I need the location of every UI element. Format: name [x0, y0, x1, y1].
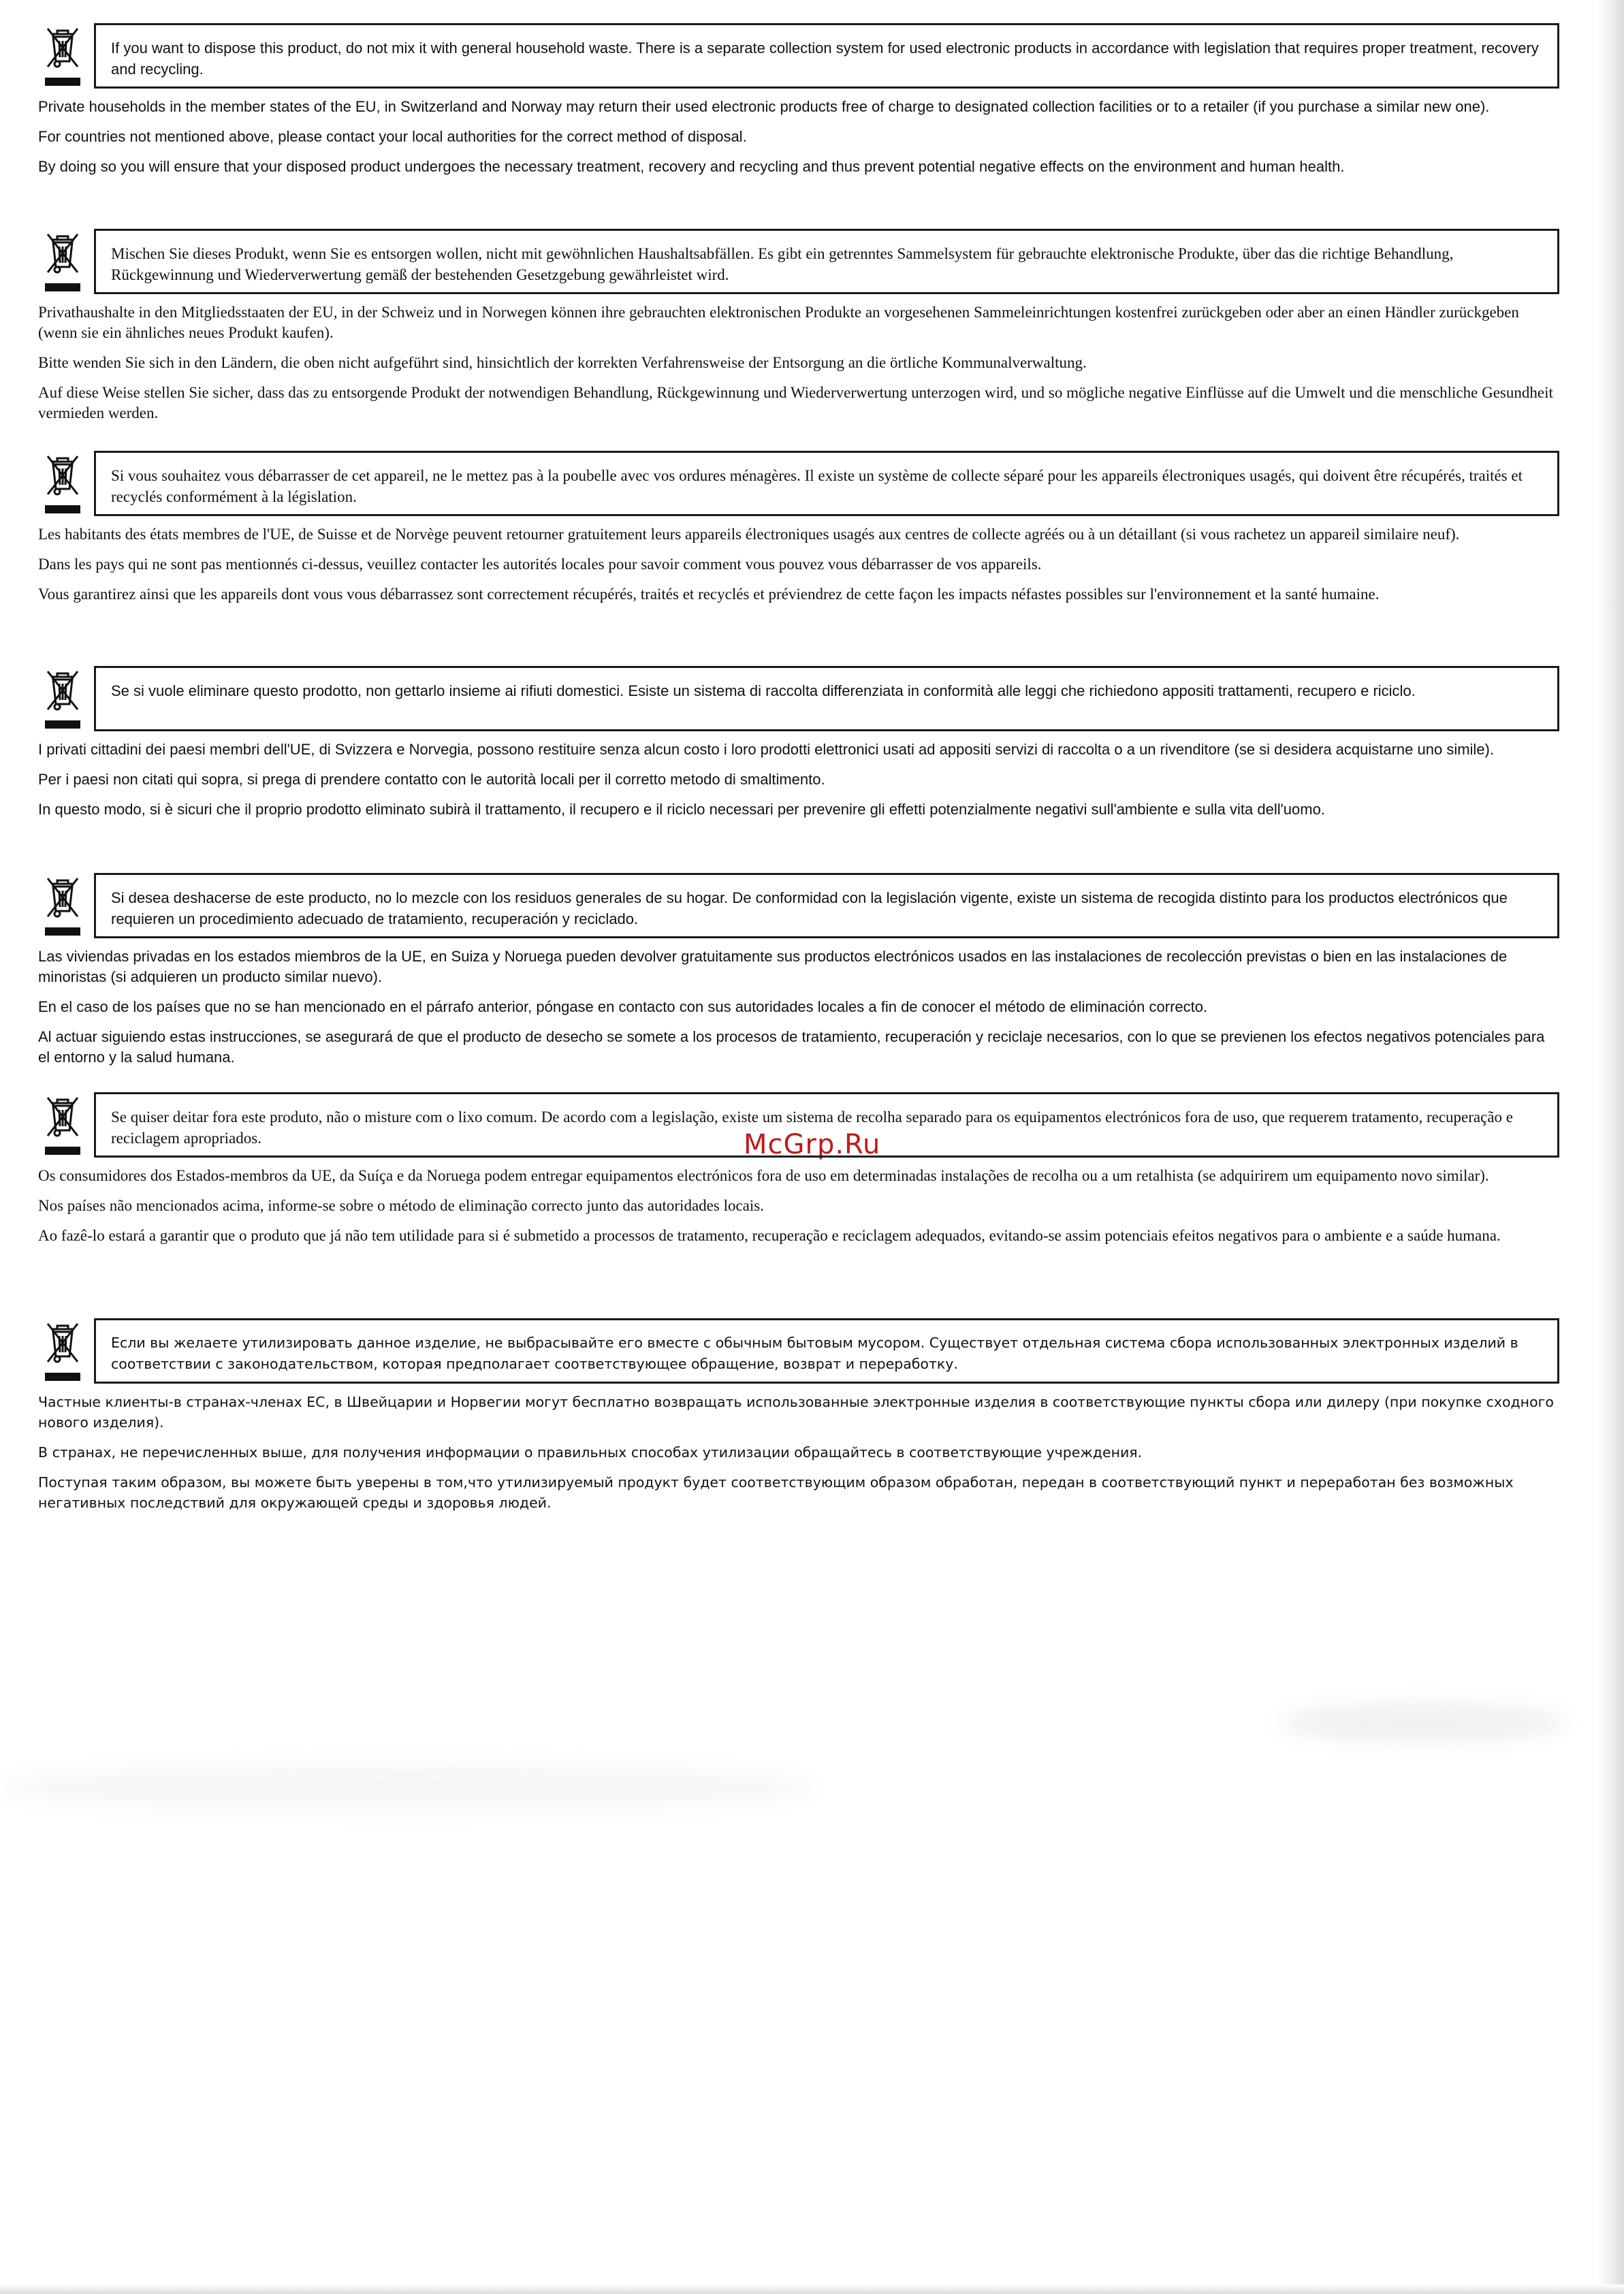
notice-box: If you want to dispose this product, do not mix it with general household waste. There is a separate collection system for used electronic products in accordance with legislation that requires proper treatment, recovery and recycling. — [94, 23, 1559, 89]
weee-bin-icon — [42, 666, 83, 731]
disposal-section-ru — [38, 1318, 1559, 1523]
paragraph: Privathaushalte in den Mitgliedsstaaten der EU, in der Schweiz und in Norwegen können ihre gebrauchten elektronischen Produkte an vorgesehenen Sammeleinrichtungen kostenfrei zurückgeben oder aber an einen Händler zurückgeben (wenn sie ein ähnliches neues Produkt kaufen). — [38, 304, 1519, 341]
notice-box: Se si vuole eliminare questo prodotto, non gettarlo insieme ai rifiuti domestici. Esiste un sistema di raccolta differenziata in conformità alle leggi che richiedono appositi trattamenti, recupero e riciclo. — [94, 666, 1559, 731]
paragraph: Bitte wenden Sie sich in den Ländern, die oben nicht aufgeführt sind, hinsichtlich der korrekten Verfahrensweise der Entsorgung an die örtliche Kommunalverwaltung. — [38, 354, 1087, 371]
weee-bin-icon — [42, 229, 83, 294]
paragraph: In questo modo, si è sicuri che il proprio prodotto eliminato subirà il trattamento, il recupero e il riciclo necessari per prevenire gli effetti potenzialmente negativi sull'ambiente e sulla vita dell'uomo. — [38, 801, 1325, 818]
paragraph: For countries not mentioned above, please contact your local authorities for the correct method of disposal. — [38, 128, 747, 145]
paragraph: Os consumidores dos Estados-membros da UE, da Suíça e da Noruega podem entregar equipamentos electrónicos fora de uso em determinadas instalações de recolha ou a um retalhista (se adquirirem um equipamento novo similar). — [38, 1167, 1489, 1184]
disposal-section-es — [38, 873, 1559, 1077]
notice-box: Si desea deshacerse de este producto, no lo mezcle con los residuos generales de su hogar. De conformidad con la legislación vigente, existe un sistema de recogida distinto para los productos electrónicos que requieren un procedimiento adecuado de tratamiento, recuperación y reciclado. — [94, 873, 1559, 938]
notice-box: Si vous souhaitez vous débarrasser de cet appareil, ne le mettez pas à la poubelle avec vos ordures ménagères. Il existe un système de collecte séparé pour les appareils électroniques usagés, qui doivent être récupérés, traités et recyclés conformément à la législation. — [94, 451, 1559, 516]
page-edge-shadow — [1597, 0, 1624, 2294]
paragraph: Nos países não mencionados acima, informe-se sobre o método de eliminação correcto junto das autoridades locais. — [38, 1197, 764, 1214]
weee-bin-icon — [42, 873, 83, 938]
paragraph: Ao fazê-lo estará a garantir que o produto que já não tem utilidade para si é submetido a processos de tratamento, recuperação e reciclagem adequados, evitando-se assim potenciais efeitos negativos para o ambiente e a saúde humana. — [38, 1227, 1501, 1244]
weee-bin-icon — [42, 1092, 83, 1158]
paragraph: Vous garantirez ainsi que les appareils dont vous vous débarrassez sont correctement récupérés, traités et recyclés et préviendrez de cette façon les impacts néfastes possibles sur l'environnement et la santé humaine. — [38, 586, 1380, 603]
paragraph: I privati cittadini dei paesi membri dell'UE, di Svizzera e Norvegia, possono restituire senza alcun costo i loro prodotti elettronici usati ad appositi servizi di raccolta o a un rivenditore (se si desidera acquistarne uno simile). — [38, 741, 1494, 758]
scan-smudge — [1280, 1702, 1566, 1743]
watermark: McGrp.Ru — [744, 1129, 881, 1160]
paragraph: Частные клиенты-в странах-членах ЕС, в Швейцарии и Норвегии могут бесплатнo возвращать использованные электронные изделия в соответствующие пункты сбора или дилеру (при покупке сходного нового изделия). — [38, 1394, 1554, 1431]
notice-box: Mischen Sie dieses Produkt, wenn Sie es entsorgen wollen, nicht mit gewöhnlichen Haushaltsabfällen. Es gibt ein getrenntes Sammelsystem für gebrauchte elektronische Produkte, über das die richtige Behandlung, Rückgewinnung und Wiederverwertung gemäß der bestehenden Gesetzgebung gewährleistet wird. — [94, 229, 1559, 294]
disposal-section-de — [38, 229, 1559, 433]
weee-bin-icon — [42, 23, 83, 89]
notice-box: Se quiser deitar fora este produto, não o misture com o lixo comum. De acordo com a legislação, existe um sistema de recolha separado para os equipamentos electrónicos fora de uso, que requerem tratamento, recuperação e reciclagem apropriados. — [94, 1092, 1559, 1158]
paragraph: By doing so you will ensure that your disposed product undergoes the necessary treatment, recovery and recycling and thus prevent potential negative effects on the environment and human health. — [38, 158, 1345, 175]
scan-smudge — [0, 1764, 817, 1811]
paragraph: En el caso de los países que no se han mencionado en el párrafo anterior, póngase en contacto con sus autoridades locales a fin de conocer el método de eliminación correcto. — [38, 998, 1208, 1015]
weee-bin-icon — [42, 1318, 83, 1384]
disposal-section-pt — [38, 1092, 1559, 1256]
paragraph: Per i paesi non citati qui sopra, si prega di prendere contatto con le autorità locali per il corretto metodo di smaltimento. — [38, 771, 825, 788]
paragraph: Поступая таким образом, вы можете быть уверены в том,что утилизируемый продукт будет соответствующим образом обработан, передан в соответствующий пункт и переработан без возможных негативных последствий для окружающей среды и здоровья людей. — [38, 1474, 1514, 1511]
paragraph: Private households in the member states of the EU, in Switzerland and Norway may return their used electronic products free of charge to designated collection facilities or to a retailer (if you purchase a similar new one). — [38, 98, 1490, 115]
disposal-section-en — [38, 23, 1559, 187]
paragraph: Las viviendas privadas en los estados miembros de la UE, en Suiza y Noruega pueden devolver gratuitamente sus productos electrónicos usados en las instalaciones de recolección previstas o bien en las instalaciones de minoristas (si adquieren un producto similar nuevo). — [38, 948, 1508, 985]
notice-box: Если вы желаете утилизировать данное изделие, не выбрасывайте его вместе с обычным бытовым мусором. Существует отдельная система сбора использованных электронных изделий в соответствии с законодательством, которая предполагает соответствующее обращение, возврат и переработку. — [94, 1318, 1559, 1384]
paragraph: Les habitants des états membres de l'UE, de Suisse et de Norvège peuvent retourner gratuitement leurs appareils électroniques usagés aux centres de collecte agréés ou à un détaillant (si vous rachetez un appareil similaire neuf). — [38, 526, 1460, 543]
paragraph: Al actuar siguiendo estas instrucciones, se asegurará de que el producto de desecho se somete a los procesos de tratamiento, recuperación y reciclaje necesarios, con lo que se previenen los efectos negativos potenciales para el entorno y la salud humana. — [38, 1028, 1545, 1066]
paragraph: Dans les pays qui ne sont pas mentionnés ci-dessus, veuillez contacter les autorités locales pour savoir comment vous pouvez vous débarrasser de vos appareils. — [38, 556, 1042, 573]
disposal-section-fr — [38, 451, 1559, 614]
paragraph: В странах, не перечисленных выше, для получения информации о правильных способах утилизации обращайтесь в соответствующие учреждения. — [38, 1444, 1143, 1461]
disposal-section-it — [38, 666, 1559, 829]
page-bottom-edge — [0, 2284, 1624, 2294]
paragraph: Auf diese Weise stellen Sie sicher, dass das zu entsorgende Produkt der notwendigen Behandlung, Rückgewinnung und Wiederverwertung unterzogen wird, und so mögliche negative Einflüsse auf die Umwelt und die menschliche Gesundheit vermieden werden. — [38, 384, 1553, 421]
weee-bin-icon — [42, 451, 83, 516]
